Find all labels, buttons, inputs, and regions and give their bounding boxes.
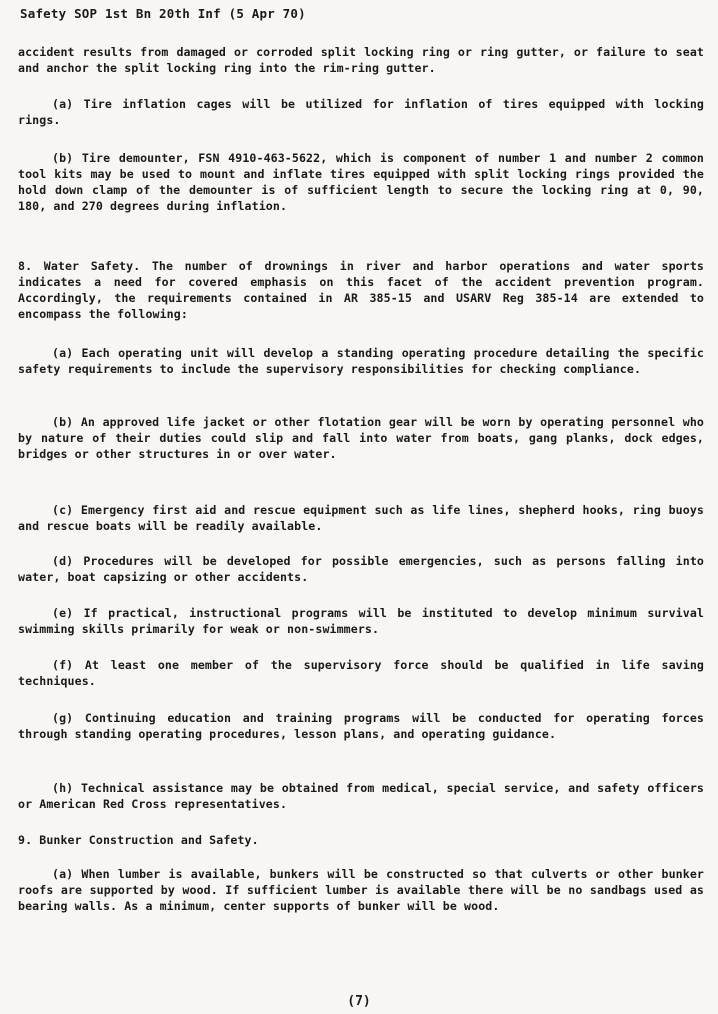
paragraph-8b: (b) An approved life jacket or other flotation gear will be worn by operating personnel who by nature of their duties could slip and fall into water from boats, gang planks, dock edges, bridges or other structures in or over water. [18,415,704,461]
paragraph-continuation: accident results from damaged or corroded split locking ring or ring gutter, or failure to seat and anchor the split locking ring into the rim-ring gutter. [18,45,704,75]
paragraph-8h: (h) Technical assistance may be obtained from medical, special service, and safety officers or American Red Cross representatives. [18,781,704,811]
section-heading-9: 9. Bunker Construction and Safety. [18,833,259,847]
paragraph-8g: (g) Continuing education and training programs will be conducted for operating forces through standing operating procedures, lesson plans, and operating guidance. [18,711,704,741]
paragraph-7a: (a) Tire inflation cages will be utilized for inflation of tires equipped with locking rings. [18,97,704,127]
paragraph-8-water-safety: 8. Water Safety. The number of drownings in river and harbor operations and water sports indicates a need for covered emphasis on this facet of the accident prevention program. Accordingly, the requirements contained in AR 385-15 and USARV Reg 385-14 are extended to encompass the following: [18,259,704,321]
paragraph-7b: (b) Tire demounter, FSN 4910-463-5622, which is component of number 1 and number 2 common tool kits may be used to mount and inflate tires equipped with split locking rings provided the hold down clamp of the demounter is of sufficient length to secure the locking ring at 0, 90, 180, and 270 degrees during inflation. [18,151,704,213]
paragraph-8e: (e) If practical, instructional programs will be instituted to develop minimum survival swimming skills primarily for weak or non-swimmers. [18,606,704,636]
paragraph-8c: (c) Emergency first aid and rescue equipment such as life lines, shepherd hooks, ring buoys and rescue boats will be readily available. [18,503,704,533]
paragraph-8f: (f) At least one member of the supervisory force should be qualified in life saving techniques. [18,658,704,688]
paragraph-8d: (d) Procedures will be developed for possible emergencies, such as persons falling into water, boat capsizing or other accidents. [18,554,704,584]
document-header: Safety SOP 1st Bn 20th Inf (5 Apr 70) [20,6,306,21]
page-number: (7) [347,994,371,1009]
paragraph-8a: (a) Each operating unit will develop a standing operating procedure detailing the specific safety requirements to include the supervisory responsibilities for checking compliance. [18,346,704,376]
paragraph-9a: (a) When lumber is available, bunkers will be constructed so that culverts or other bunker roofs are supported by wood. If sufficient lumber is available there will be no sandbags used as bearing walls. As a minimum, center supports of bunker will be wood. [18,867,704,913]
